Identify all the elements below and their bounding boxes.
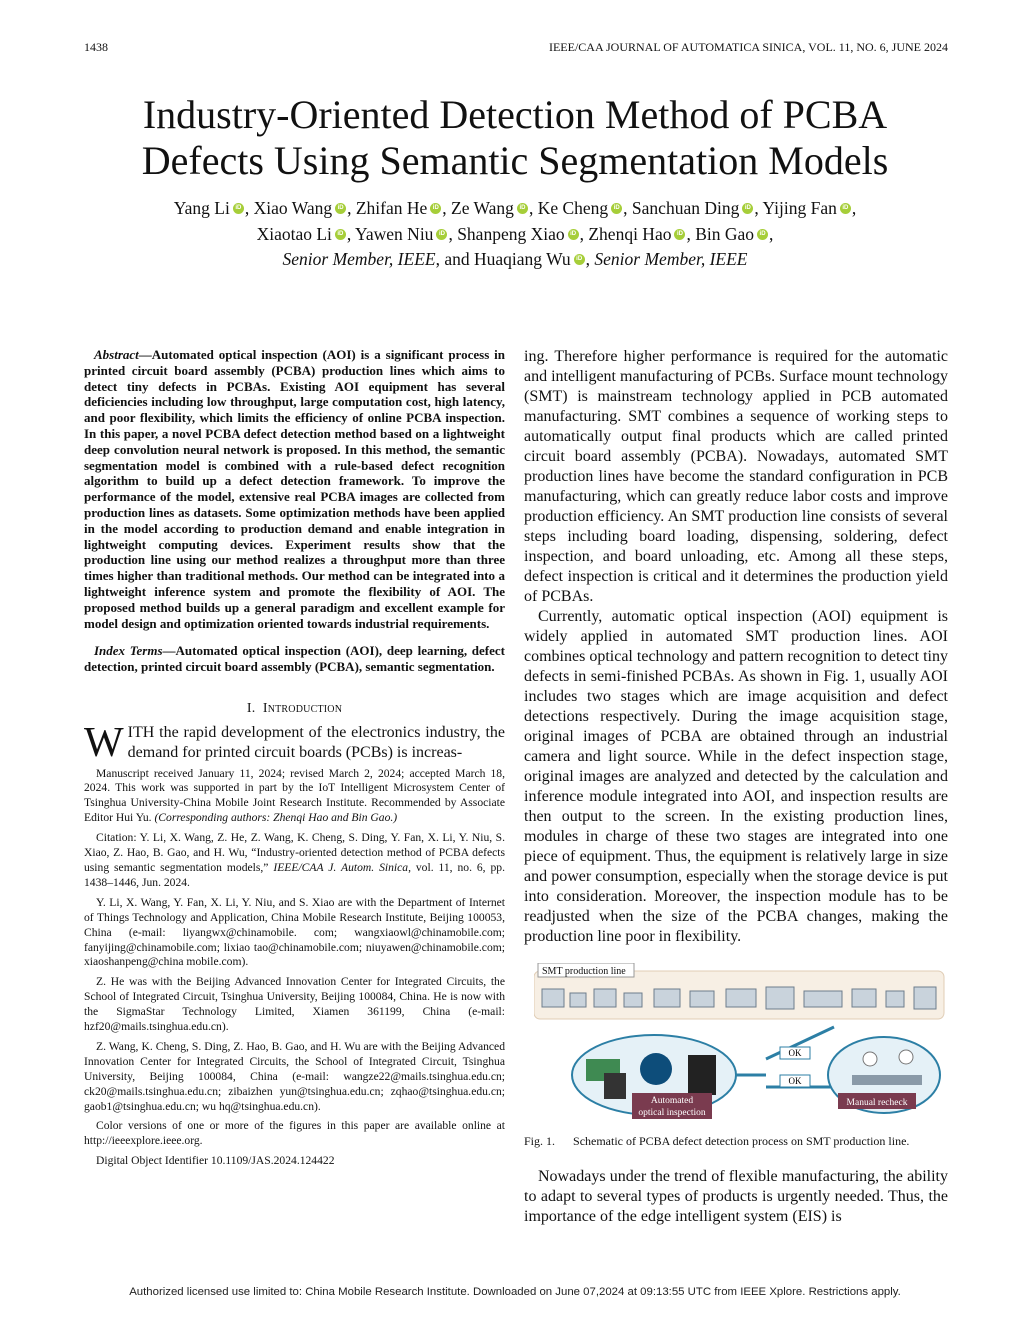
orcid-icon[interactable]: iD (335, 229, 346, 240)
orcid-icon[interactable]: iD (335, 203, 346, 214)
author-line-3: Senior Member, IEEE, and Huaqiang Wu iD , Senior Member, IEEE (282, 249, 748, 269)
figure-1 (534, 963, 946, 1119)
footnote-citation (84, 831, 505, 891)
figure-caption (524, 1129, 948, 1153)
left-column (84, 347, 505, 1174)
author: Shanpeng Xiao (457, 223, 565, 244)
author: Ze Wang (451, 198, 514, 218)
page-number: 1438 (84, 40, 108, 54)
index-terms-text: —Automated optical inspection (AOI), deep learning, defect detection, printed circuit board assembly (PCBA), semantic segmentation. (84, 643, 505, 675)
author: Yawen Niu (355, 223, 434, 244)
smt-label: SMT production line (542, 966, 626, 977)
caption-text: Schematic of PCBA defect detection process on SMT production line. (573, 1134, 910, 1148)
author: , and Huaqiang Wu (435, 249, 571, 269)
orcid-icon[interactable]: iD (233, 203, 244, 214)
worker (863, 1052, 877, 1066)
author: Xiaotao Li (256, 223, 332, 244)
section-title: Introduction (262, 700, 343, 716)
author-line-1: Yang Li iD , Xiao Wang iD , Zhifan He iD , Ze Wang iD , Ke Cheng iD , Sanchuan Ding iD , Yijing Fan iD , (173, 198, 857, 218)
footnote-affiliation-1: Y. Li, X. Wang, Y. Fan, X. Li, Y. Niu, and S. Xiao are with the Department of Internet of Things Technology and Application, China Mobile Research Institute, Beijing 100053, China (e-mail: liyangwx@chinamobile. com; wangxiaowl@chinamobile.com; fanyijing@chinamobile.com; lixiao tao@chinamobile.com; niuyawen@chinamobile.com; xiaoshanpeng@china mobile.com). (84, 895, 505, 969)
corresponding-authors: (Corresponding authors: Zhenqi Hao and Bin Gao.) (154, 811, 398, 825)
title-line-1: Industry-Oriented Detection Method of PCBA (142, 92, 888, 137)
author: Zhifan He (355, 198, 428, 218)
membership: Senior Member, IEEE (594, 249, 748, 269)
orcid-icon[interactable]: iD (517, 203, 528, 214)
paper-title (40, 92, 990, 184)
conveyor (852, 1075, 922, 1085)
abstract (84, 347, 505, 631)
body-paragraph: Currently, automatic optical inspection (AOI) equipment is widely applied in automated SMT production lines. AOI combines optical technology and pattern recognition to detect tiny defects in semi-finished PCBAs. As shown in Fig. 1, usually AOI includes two stages which are image acquisition and defect detections respectively. During the image acquisition stage, original images of PCBA are obtained through an industrial camera and light source. While in the defect inspection stage, original images are analyzed and detected by the calculation and inference module integrated into AOI, and inspection results are then output to the screen. In the existing production lines, modules in charge of these two stages are integrated into one piece of equipment. Thus, the equipment is relatively large in size and power consumption, especially when the storage device is put into consideration. Moreover, the inspection module has to be readjusted when the size of the PCBA changes, making the production line poor in flexibility. (524, 608, 948, 945)
orcid-icon[interactable]: iD (574, 254, 585, 265)
orcid-icon[interactable]: iD (611, 203, 622, 214)
membership: Senior Member, IEEE (282, 249, 436, 269)
abstract-label: Abstract (94, 347, 139, 362)
aoi-label-1: Automated (650, 1096, 694, 1106)
author: Xiao Wang (253, 198, 333, 218)
abstract-text: —Automated optical inspection (AOI) is a significant process in printed circuit board assembly (PCBA) production lines which aims to detect tiny defects in PCBAs. Existing AOI equipment has several deficiencies including low throughput, large computation cost, high latency, and poor flexibility, which limits the efficiency of online PCBA inspection. In this paper, a novel PCBA defect detection method based on a lightweight deep convolution neural network is proposed. In this method, the semantic segmentation model is combined with a rule-based defect recognition algorithm to build up a defect detection framework. To improve the performance of the model, extensive real PCBA images are collected from production lines as datasets. Some optimization methods have been applied in the model according to production demand and enable integration in lightweight computing devices. Experiment results show that the production line using our method realizes a throughput more than three times higher than traditional methods. Our method can be integrated into a lightweight inference system and promote the flexibility of AOI. The proposed method builds up a general paradigm and excellent example for model design and optimization oriented towards industrial requirements. (84, 347, 505, 631)
footnote-text: , vol. 11, no. 6, pp. 1438–1446, Jun. 2024. (84, 860, 505, 889)
server-rack (688, 1055, 716, 1095)
orcid-icon[interactable]: iD (436, 229, 447, 240)
footnote-affiliation-2: Z. He was with the Beijing Advanced Innovation Center for Integrated Circuits, the School of Integrated Circuit, Tsinghua University, Beijing 100084, China. He is now with the SigmaStar Technology Limited, Xiamen 361199, China (e-mail: hzf20@mails.tsinghua.edu.cn). (84, 975, 505, 1034)
figure-1-diagram (534, 963, 946, 1119)
index-terms (84, 643, 505, 675)
author: Sanchuan Ding (631, 198, 740, 218)
author: Yijing Fan (762, 198, 837, 218)
footnote-affiliation-3: Z. Wang, K. Cheng, S. Ding, Z. Hao, B. Gao, and H. Wu are with the Beijing Advanced Innovation Center for Integrated Circuits, the School of Integrated Circuit, Tsinghua University, Beijing 100084, China (e-mail: wangze22@mails.tsinghua.edu.cn; ck20@mails.tsinghua.edu.cn; zibaizhen yun@tsinghua.edu.cn; zqhao@tsinghua.edu.cn; gaob1@tsinghua.edu.cn; wu hq@tsinghua.edu.cn). (84, 1039, 505, 1113)
body-paragraph: Nowadays under the trend of flexible manufacturing, the ability to adapt to several types of products is urgently needed. Thus, the importance of the edge intelligent system (EIS) is (524, 1168, 948, 1225)
orcid-icon[interactable]: iD (674, 229, 685, 240)
section-numeral: I. (246, 700, 256, 716)
author: Zhenqi Hao (588, 223, 672, 244)
author: Bin Gao (695, 223, 755, 244)
intro-paragraph (84, 719, 505, 766)
footnote-color: Color versions of one or more of the figures in this paper are available online at http://ieeexplore.ieee.org. (84, 1119, 505, 1148)
footnote-doi: Digital Object Identifier 10.1109/JAS.2024.124422 (96, 1154, 335, 1168)
footnotes (84, 767, 505, 1170)
orcid-icon[interactable]: iD (568, 229, 579, 240)
ok-label: OK (788, 1076, 802, 1086)
right-column (524, 347, 948, 1227)
author: Yang Li (173, 198, 230, 218)
chip-icon (640, 1053, 672, 1085)
title-line-2: Defects Using Semantic Segmentation Models (141, 138, 889, 183)
footnote-text: Citation: Y. Li, X. Wang, Z. He, Z. Wang, K. Cheng, S. Ding, Y. Fan, X. Li, Y. Niu, S. Xiao, Z. Hao, B. Gao, and H. Wu, “Industry-oriented detection method of PCBA defects using semantic segmentation models,” (84, 831, 505, 874)
manual-label: Manual recheck (846, 1098, 908, 1108)
drop-cap: W (84, 719, 124, 766)
caption-number: Fig. 1. (524, 1134, 556, 1148)
section-heading (84, 701, 505, 717)
ok-label: OK (788, 1048, 802, 1058)
footnote-manuscript (84, 767, 505, 827)
orcid-icon[interactable]: iD (430, 203, 441, 214)
camera (604, 1073, 626, 1099)
orcid-icon[interactable]: iD (757, 229, 768, 240)
aoi-label-2: optical inspection (638, 1108, 706, 1118)
running-header (84, 40, 948, 58)
orcid-icon[interactable]: iD (742, 203, 753, 214)
license-footer: Authorized licensed use limited to: China Mobile Research Institute. Downloaded on June 07,2024 at 09:13:55 UTC from IEEE Xplore. Restrictions apply. (129, 1286, 901, 1298)
journal-abbrev: IEEE/CAA J. Autom. Sinica (273, 860, 409, 874)
footnote-text: Manuscript received January 11, 2024; revised March 2, 2024; accepted March 18, 2024. This work was supported in part by the IoT Intelligent Microsystem Center of Tsinghua University-China Mobile Joint Research Institute. Recommended by Associate Editor Hui Yu. (84, 766, 505, 825)
index-terms-label: Index Terms (94, 643, 163, 659)
author: Ke Cheng (537, 198, 609, 218)
intro-text: ITH the rapid development of the electronics industry, the demand for printed circuit boards (PCBs) is increas- (127, 723, 505, 761)
journal-name: IEEE/CAA JOURNAL OF AUTOMATICA SINICA, VOL. 11, NO. 6, JUNE 2024 (548, 40, 948, 54)
orcid-icon[interactable]: iD (840, 203, 851, 214)
author-list (70, 196, 960, 273)
worker (899, 1050, 913, 1064)
body-paragraph: ing. Therefore higher performance is required for the automatic and intelligent manufacturing of PCBs. Surface mount technology (SMT) is mainstream technology applied in PCB automated manufacturing. SMT combines a sequence of working steps to automatically output final products which are called printed circuit board assembly (PCBA). Nowadays, automated SMT production lines have become the standard configuration in PCB manufacturing, which can greatly reduce labor costs and improve production efficiency. An SMT production line consists of several steps including board loading, dispensing, soldering, defect inspection, and board unloading, etc. Among all these steps, defect inspection is critical and it determines the production yield of PCBAs. (524, 348, 948, 605)
author-line-2: Xiaotao Li iD , Yawen Niu iD , Shanpeng Xiao iD , Zhenqi Hao iD , Bin Gao iD , (256, 223, 774, 244)
